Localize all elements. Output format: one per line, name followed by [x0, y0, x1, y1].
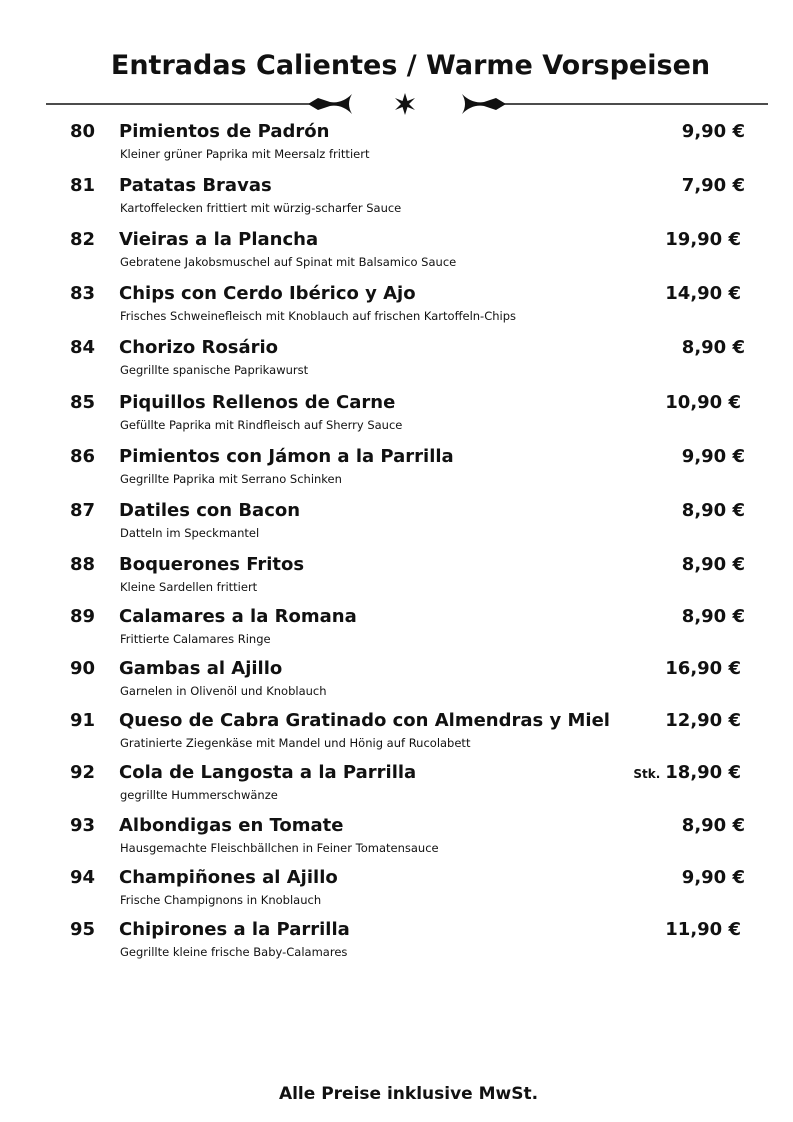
- price-value: 9,90 €: [681, 446, 745, 467]
- menu-item: [0, 866, 793, 918]
- price-value: 9,90 €: [681, 867, 745, 888]
- item-description: Frittierte Calamares Ringe: [120, 632, 271, 646]
- menu-item: [0, 709, 793, 761]
- price-value: 8,90 €: [681, 337, 745, 358]
- footer-note: Alle Preise inklusive MwSt.: [278, 1084, 539, 1104]
- menu-item: [0, 228, 793, 280]
- item-name: Queso de Cabra Gratinado con Almendras y Miel: [119, 710, 610, 731]
- item-price: [665, 228, 741, 252]
- item-number: 80: [70, 121, 96, 142]
- item-number: 89: [70, 606, 96, 627]
- price-value: 18,90 €: [665, 762, 741, 783]
- item-price: [682, 499, 745, 523]
- item-price: [682, 814, 745, 838]
- item-name: Piquillos Rellenos de Carne: [119, 392, 396, 413]
- item-name: Champiñones al Ajillo: [119, 867, 338, 888]
- menu-item: [0, 336, 793, 388]
- item-description: Frisches Schweinefleisch mit Knoblauch auf frischen Kartoffeln-Chips: [120, 309, 517, 323]
- menu-item: [0, 120, 793, 172]
- item-number: 94: [70, 867, 96, 888]
- item-description: Gratinierte Ziegenkäse mit Mandel und Hönig auf Rucolabett: [120, 736, 471, 750]
- price-value: 11,90 €: [665, 919, 741, 940]
- price-unit: Stk.: [633, 767, 661, 781]
- item-name: Boquerones Fritos: [119, 554, 305, 575]
- item-description: gegrillte Hummerschwänze: [120, 788, 278, 802]
- item-price: [665, 657, 741, 681]
- price-value: 12,90 €: [665, 710, 741, 731]
- menu-item: [0, 814, 793, 866]
- item-number: 88: [70, 554, 96, 575]
- item-number: 92: [70, 762, 96, 783]
- price-value: 19,90 €: [665, 229, 741, 250]
- item-price: [682, 553, 745, 577]
- price-value: 8,90 €: [681, 500, 745, 521]
- item-price: [633, 761, 741, 786]
- item-description: Gegrillte kleine frische Baby-Calamares: [120, 945, 348, 959]
- item-number: 91: [70, 710, 96, 731]
- page-title: Entradas Calientes / Warme Vorspeisen: [110, 50, 711, 81]
- divider-ornament-icon: [46, 88, 768, 120]
- item-name: Pimientos con Jámon a la Parrilla: [119, 446, 454, 467]
- menu-item: [0, 918, 793, 970]
- item-number: 93: [70, 815, 96, 836]
- item-number: 82: [70, 229, 96, 250]
- item-description: Gegrillte spanische Paprikawurst: [120, 363, 309, 377]
- item-name: Gambas al Ajillo: [119, 658, 283, 679]
- menu-item: [0, 761, 793, 813]
- item-name: Vieiras a la Plancha: [119, 229, 319, 250]
- item-name: Chipirones a la Parrilla: [119, 919, 350, 940]
- item-number: 87: [70, 500, 96, 521]
- item-price: [682, 605, 745, 629]
- menu-item: [0, 605, 793, 657]
- item-price: [665, 709, 741, 733]
- item-number: 86: [70, 446, 96, 467]
- price-value: 8,90 €: [681, 554, 745, 575]
- price-value: 7,90 €: [681, 175, 745, 196]
- menu-item: [0, 499, 793, 551]
- item-number: 85: [70, 392, 96, 413]
- item-description: Kartoffelecken frittiert mit würzig-scharfer Sauce: [120, 201, 402, 215]
- item-name: Chips con Cerdo Ibérico y Ajo: [119, 283, 416, 304]
- item-name: Calamares a la Romana: [119, 606, 357, 627]
- item-name: Patatas Bravas: [119, 175, 272, 196]
- menu-item: [0, 391, 793, 443]
- item-name: Pimientos de Padrón: [119, 121, 330, 142]
- item-price: [665, 391, 741, 415]
- item-number: 81: [70, 175, 96, 196]
- item-description: Datteln im Speckmantel: [120, 526, 260, 540]
- item-name: Datiles con Bacon: [119, 500, 301, 521]
- item-description: Gebratene Jakobsmuschel auf Spinat mit Balsamico Sauce: [120, 255, 457, 269]
- item-name: Albondigas en Tomate: [119, 815, 344, 836]
- price-value: 10,90 €: [665, 392, 741, 413]
- item-price: [682, 445, 745, 469]
- item-number: 95: [70, 919, 96, 940]
- item-description: Frische Champignons in Knoblauch: [120, 893, 322, 907]
- item-name: Chorizo Rosário: [119, 337, 279, 358]
- price-value: 8,90 €: [681, 606, 745, 627]
- menu-item: [0, 174, 793, 226]
- item-price: [682, 866, 745, 890]
- menu-item: [0, 282, 793, 334]
- menu-item: [0, 553, 793, 605]
- item-description: Kleine Sardellen frittiert: [120, 580, 258, 594]
- item-number: 83: [70, 283, 96, 304]
- item-description: Hausgemachte Fleischbällchen in Feiner Tomatensauce: [120, 841, 439, 855]
- item-description: Gefüllte Paprika mit Rindfleisch auf Sherry Sauce: [120, 418, 403, 432]
- item-number: 90: [70, 658, 96, 679]
- price-value: 8,90 €: [681, 815, 745, 836]
- menu-item: [0, 657, 793, 709]
- item-price: [682, 336, 745, 360]
- item-description: Garnelen in Olivenöl und Knoblauch: [120, 684, 327, 698]
- price-value: 16,90 €: [665, 658, 741, 679]
- item-description: Gegrillte Paprika mit Serrano Schinken: [120, 472, 342, 486]
- item-description: Kleiner grüner Paprika mit Meersalz frittiert: [120, 147, 370, 161]
- item-price: [682, 120, 745, 144]
- item-price: [665, 282, 741, 306]
- price-value: 9,90 €: [681, 121, 745, 142]
- item-name: Cola de Langosta a la Parrilla: [119, 762, 417, 783]
- item-number: 84: [70, 337, 96, 358]
- item-price: [665, 918, 741, 942]
- menu-item: [0, 445, 793, 497]
- item-price: [682, 174, 745, 198]
- price-value: 14,90 €: [665, 283, 741, 304]
